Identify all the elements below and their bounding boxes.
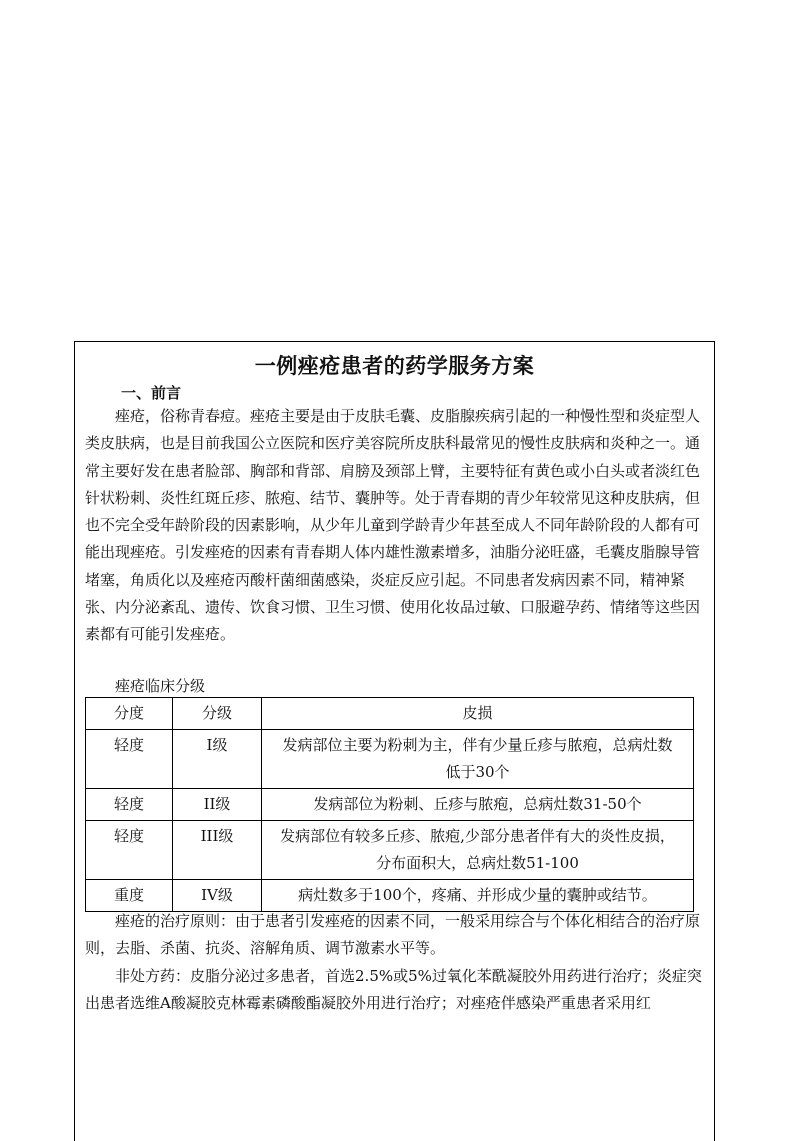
table-header-row — [86, 698, 694, 730]
intro-paragraph: 痤疮，俗称青春痘。痤疮主要是由于皮肤毛囊、皮脂腺疾病引起的一种慢性型和炎症型人类皮肤病，也是目前我国公立医院和医疗美容院所皮肤科最常见的慢性皮肤病和炎种之一。通常主要好发在患者脸部、胸部和背部、肩膀及颈部上臂，主要特征有黄色或小白头或者淡红色针状粉刺、炎性红斑丘疹、脓疱、结节、囊肿等。处于青春期的青少年较常见这种皮肤病，但也不完全受年龄阶段的因素影响，从少年儿童到学龄青少年甚至成人不同年龄阶段的人都有可能出现痤疮。引发痤疮的因素有青春期人体内雄性激素增多，油脂分泌旺盛，毛囊皮脂腺导管堵塞，角质化以及痤疮丙酸杆菌细菌感染，炎症反应引起。不同患者发病因素不同，精神紧张、内分泌紊乱、遗传、饮食习惯、卫生习惯、使用化妆品过敏、口服避孕药、情绪等这些因素都有可能引发痤疮。 — [85, 407, 701, 644]
table-cell: 发病部位有较多丘疹、脓疱,少部分患者伴有大的炎性皮损，分布面积大，总病灶数51-100 — [262, 821, 694, 880]
table-row — [86, 821, 694, 880]
document-frame — [74, 341, 715, 1141]
header-cell: 分度 — [86, 698, 173, 730]
table-cell: 病灶数多于100个，疼痛、并形成少量的囊肿或结节。 — [262, 880, 694, 912]
table-cell: II级 — [173, 789, 262, 821]
otc-drugs-paragraph: 非处方药：皮脂分泌过多患者，首选2.5%或5%过氧化苯酰凝胶外用药进行治疗；炎症突出患者选维A酸凝胶克林霉素磷酸酯凝胶外用进行治疗；对痤疮伴感染严重患者采用红 — [85, 967, 702, 1013]
table-cell: I级 — [173, 730, 262, 789]
table-row — [86, 880, 694, 912]
table-cell: 轻度 — [86, 730, 173, 789]
table-cell: 重度 — [86, 880, 173, 912]
header-cell: 分级 — [173, 698, 262, 730]
table-cell: 轻度 — [86, 821, 173, 880]
grading-table — [85, 697, 694, 912]
document-title: 一例痤疮患者的药学服务方案 — [254, 354, 535, 378]
section-heading: 一、前言 — [121, 384, 182, 402]
table-row — [86, 789, 694, 821]
table-cell: III级 — [173, 821, 262, 880]
treatment-principle-paragraph: 痤疮的治疗原则：由于患者引发痤疮的因素不同，一般采用综合与个体化相结合的治疗原则，去脂、杀菌、抗炎、溶解角质、调节激素水平等。 — [85, 912, 701, 958]
table-cell: 发病部位主要为粉刺为主，伴有少量丘疹与脓疱，总病灶数低于30个 — [262, 730, 694, 789]
header-cell: 皮损 — [262, 698, 694, 730]
table-cell: IV级 — [173, 880, 262, 912]
table-row — [86, 730, 694, 789]
table-cell: 发病部位为粉刺、丘疹与脓疱，总病灶数31-50个 — [262, 789, 694, 821]
table-cell: 轻度 — [86, 789, 173, 821]
table-caption: 痤疮临床分级 — [115, 677, 206, 695]
